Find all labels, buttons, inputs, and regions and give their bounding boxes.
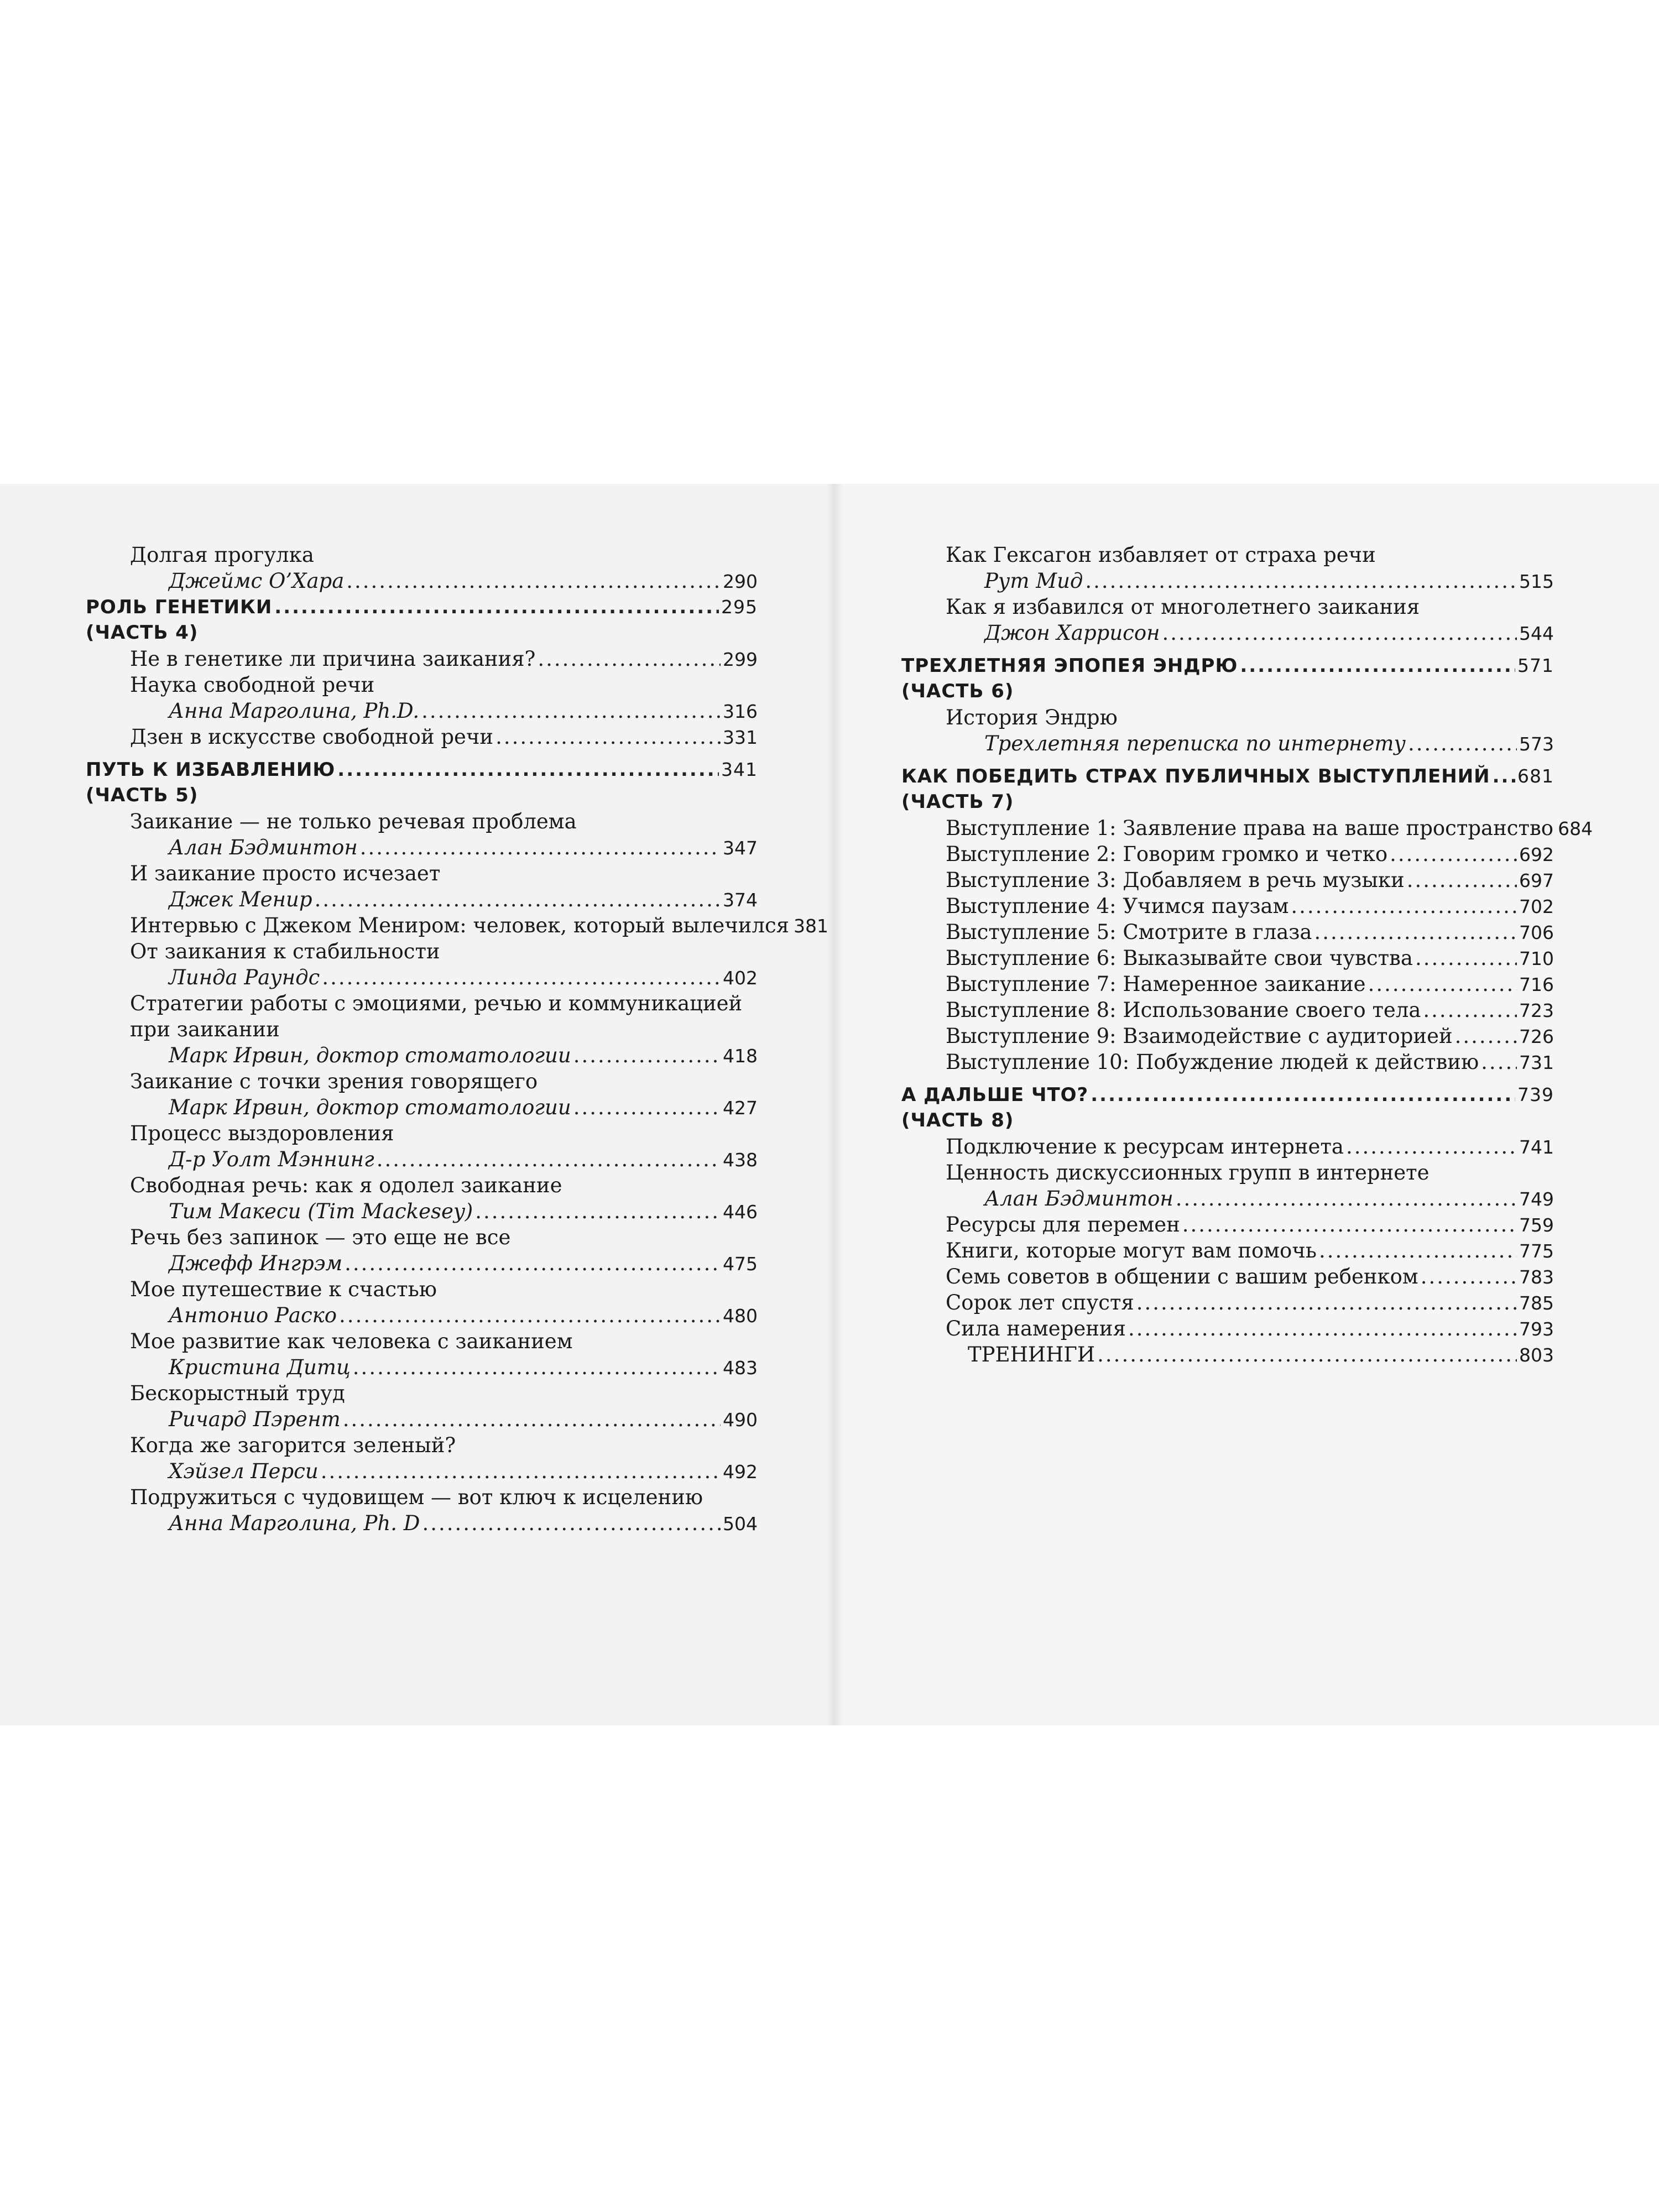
toc-author: [86, 886, 758, 912]
toc-entry: [901, 1290, 1554, 1316]
page-number: 341: [721, 759, 758, 780]
toc-text: Дзен в искусстве свободной речи: [130, 725, 494, 749]
toc-text: Ценность дискуссионных групп в интернете: [946, 1161, 1430, 1185]
toc-entry: [901, 815, 1593, 841]
toc-author: [86, 1198, 758, 1224]
page-number: 427: [723, 1097, 758, 1119]
toc-text: Семь советов в общении с вашим ребенком: [946, 1265, 1418, 1288]
toc-entry: [901, 1264, 1554, 1290]
dot-leader: [573, 1094, 721, 1120]
page-number: 374: [723, 889, 758, 911]
toc-author: [901, 568, 1554, 594]
toc-text: ПУТЬ К ИЗБАВЛЕНИЮ: [86, 759, 336, 781]
page-number: 381: [794, 915, 829, 937]
toc-entry: [901, 919, 1554, 945]
toc-left-column: [86, 542, 829, 1536]
page-number: 490: [723, 1409, 758, 1431]
toc-text: Анна Марголина, Ph. D: [169, 1511, 420, 1535]
toc-text: Ресурсы для перемен: [946, 1213, 1180, 1237]
toc-text: Подключение к ресурсам интернета: [946, 1135, 1344, 1159]
toc-text: Мое развитие как человека с заиканием: [130, 1329, 573, 1353]
dot-leader: [1240, 653, 1515, 679]
toc-text: Джек Менир: [169, 888, 312, 911]
toc-entry: [901, 594, 1554, 620]
dot-leader: [1314, 919, 1517, 945]
toc-text: (ЧАСТЬ 7): [901, 791, 1014, 813]
dot-leader: [1481, 1049, 1517, 1075]
dot-leader: [1128, 1316, 1517, 1342]
toc-text: Выступление 6: Выказывайте свои чувства: [946, 946, 1413, 970]
part-heading: [86, 620, 758, 646]
toc-text: Сорок лет спустя: [946, 1291, 1134, 1314]
toc-entry: [901, 945, 1554, 971]
page-number: 785: [1519, 1292, 1554, 1314]
page-number: 702: [1519, 896, 1554, 917]
dot-leader: [353, 1354, 721, 1380]
toc-text: Алан Бэдминтон: [169, 836, 358, 859]
dot-leader: [337, 757, 719, 783]
part-heading: [901, 679, 1554, 705]
toc-text: (ЧАСТЬ 6): [901, 680, 1014, 702]
dot-leader: [1136, 1290, 1517, 1316]
toc-entry: [901, 705, 1554, 731]
page-number: 347: [723, 837, 758, 859]
toc-text: КАК ПОБЕДИТЬ СТРАХ ПУБЛИЧНЫХ ВЫСТУПЛЕНИЙ: [901, 765, 1490, 787]
toc-entry: [901, 841, 1554, 867]
toc-entry: [901, 997, 1554, 1023]
dot-leader: [1415, 945, 1517, 971]
page-number: 710: [1519, 948, 1554, 969]
toc-text: Речь без запинок — это еще не все: [130, 1225, 511, 1249]
page-number: 793: [1519, 1318, 1554, 1340]
toc-author: [86, 1406, 758, 1432]
toc-author: [86, 1302, 758, 1328]
toc-author: [86, 1250, 758, 1276]
toc-author: [86, 1510, 758, 1536]
page-number: 803: [1519, 1344, 1554, 1366]
dot-leader: [1407, 867, 1517, 893]
dot-leader: [1368, 971, 1517, 997]
toc-entry: [86, 1328, 758, 1354]
toc-entry: [86, 990, 758, 1016]
toc-entry: [901, 1023, 1554, 1049]
toc-text: Тим Макеси (Tim Mackesey): [169, 1199, 473, 1223]
page-number: 697: [1519, 870, 1554, 891]
part-heading: [901, 789, 1554, 815]
toc-text: Как Гексагон избавляет от страха речи: [946, 543, 1376, 567]
page-number: 299: [723, 649, 758, 670]
part-heading: [86, 594, 758, 620]
toc-text: Джеймс О’Хара: [169, 569, 345, 593]
page-number: 446: [723, 1201, 758, 1223]
toc-text: Ричард Пэрент: [169, 1407, 341, 1431]
toc-text: Выступление 4: Учимся паузам: [946, 894, 1289, 918]
toc-text: (ЧАСТЬ 5): [86, 784, 199, 806]
toc-text: Выступление 3: Добавляем в речь музыки: [946, 868, 1405, 892]
toc-text: Не в генетике ли причина заикания?: [130, 647, 536, 671]
toc-text: А ДАЛЬШЕ ЧТО?: [901, 1084, 1089, 1106]
page-number: 504: [723, 1513, 758, 1535]
toc-text: Джон Харрисон: [984, 621, 1160, 645]
toc-text: Бескорыстный труд: [130, 1381, 345, 1405]
part-heading: [86, 757, 758, 782]
page-number: 723: [1519, 1000, 1554, 1021]
toc-text: (ЧАСТЬ 4): [86, 622, 199, 644]
page-number: 783: [1519, 1266, 1554, 1288]
toc-text: Выступление 5: Смотрите в глаза: [946, 920, 1312, 944]
toc-entry: [901, 1316, 1554, 1342]
toc-entry: [901, 971, 1554, 997]
toc-text: Процесс выздоровления: [130, 1121, 394, 1145]
page-number: 438: [723, 1149, 758, 1171]
dot-leader: [1182, 1212, 1517, 1238]
toc-text: Выступление 2: Говорим громко и четко: [946, 842, 1388, 866]
toc-text: Антонио Раско: [169, 1303, 337, 1327]
page-number: 716: [1519, 974, 1554, 995]
toc-text: История Эндрю: [946, 706, 1118, 729]
dot-leader: [1346, 1134, 1517, 1160]
toc-author: [86, 834, 758, 860]
toc-text: Линда Раундс: [169, 966, 320, 989]
toc-author: [86, 1458, 758, 1484]
toc-text: ТРЕХЛЕТНЯЯ ЭПОПЕЯ ЭНДРЮ: [901, 655, 1238, 677]
toc-entry: [86, 1120, 758, 1146]
toc-text: Рут Мид: [984, 569, 1083, 593]
part-heading: [901, 763, 1554, 789]
page-number: 480: [723, 1305, 758, 1327]
page-number: 290: [723, 571, 758, 592]
page-number: 402: [723, 967, 758, 989]
toc-text: Когда же загорится зеленый?: [130, 1433, 456, 1457]
toc-text: Интервью с Джеком Мениром: человек, который вылечился: [130, 914, 790, 937]
toc-text: Выступление 1: Заявление права на ваше пространство: [946, 816, 1554, 840]
dot-leader: [1162, 620, 1517, 646]
dot-leader: [1319, 1238, 1517, 1264]
toc-entry: [901, 1134, 1554, 1160]
page-number: 475: [723, 1253, 758, 1275]
dot-leader: [339, 1302, 721, 1328]
toc-text: Выступление 9: Взаимодействие с аудиторией: [946, 1024, 1453, 1048]
toc-text: Джефф Ингрэм: [169, 1251, 343, 1275]
dot-leader: [360, 834, 721, 860]
part-heading: [901, 1108, 1554, 1134]
toc-text: Трехлетняя переписка по интернету: [984, 732, 1406, 755]
toc-entry: [86, 912, 829, 938]
toc-text: Алан Бэдминтон: [984, 1187, 1173, 1211]
page-number: 706: [1519, 922, 1554, 943]
toc-text: Д-р Уолт Мэннинг: [169, 1147, 374, 1171]
dot-leader: [422, 1510, 721, 1536]
dot-leader: [274, 594, 719, 620]
page-number: 741: [1519, 1136, 1554, 1158]
toc-entry: [86, 724, 758, 750]
dot-leader: [1291, 893, 1517, 919]
toc-entry: [86, 808, 758, 834]
toc-entry: [901, 1160, 1554, 1186]
dot-leader: [1421, 1264, 1517, 1290]
toc-author: [86, 1094, 758, 1120]
dot-leader: [1390, 841, 1517, 867]
toc-text: Книги, которые могут вам помочь: [946, 1239, 1317, 1262]
toc-text: Выступление 10: Побуждение людей к действию: [946, 1050, 1479, 1074]
toc-entry: [86, 1224, 758, 1250]
toc-entry: [86, 1432, 758, 1458]
page-number: 684: [1558, 818, 1593, 839]
toc-author: [86, 1146, 758, 1172]
page-number: 492: [723, 1461, 758, 1483]
toc-author: [86, 698, 758, 724]
dot-leader: [421, 698, 721, 724]
dot-leader: [538, 646, 721, 672]
toc-entry: [901, 1212, 1554, 1238]
page-number: 749: [1519, 1188, 1554, 1210]
toc-text: Сила намерения: [946, 1317, 1126, 1340]
part-heading: [86, 782, 758, 808]
part-heading: [901, 1082, 1554, 1108]
dot-leader: [343, 1406, 721, 1432]
toc-author: [86, 964, 758, 990]
toc-entry: [86, 938, 758, 964]
page-number: 515: [1519, 571, 1554, 592]
toc-entry: [901, 1238, 1554, 1264]
page-number: 731: [1519, 1052, 1554, 1073]
toc-author: [901, 620, 1554, 646]
toc-entry: [901, 542, 1554, 568]
dot-leader: [1176, 1186, 1517, 1212]
page-number: 418: [723, 1045, 758, 1067]
dot-leader: [475, 1198, 721, 1224]
toc-author: [86, 1354, 758, 1380]
toc-text: Марк Ирвин, доктор стоматологии: [169, 1095, 571, 1119]
toc-text: Наука свободной речи: [130, 673, 375, 697]
book-gutter: [827, 484, 843, 1725]
page-number: 295: [721, 596, 758, 618]
toc-text: Как я избавился от многолетнего заикания: [946, 595, 1420, 619]
toc-entry: [86, 672, 758, 698]
dot-leader: [1085, 568, 1517, 594]
toc-text: Анна Марголина, Ph.D.: [169, 699, 420, 723]
page-number: 726: [1519, 1026, 1554, 1047]
toc-text: ТРЕНИНГИ: [968, 1343, 1095, 1366]
dot-leader: [315, 886, 721, 912]
page-number: 571: [1517, 655, 1554, 676]
page-number: 739: [1517, 1084, 1554, 1105]
toc-entry: [86, 860, 758, 886]
toc-text: Выступление 7: Намеренное заикание: [946, 972, 1366, 996]
toc-entry: [86, 646, 758, 672]
toc-author: [901, 1186, 1554, 1212]
toc-text: Свободная речь: как я одолел заикание: [130, 1173, 562, 1197]
toc-text: Марк Ирвин, доктор стоматологии: [169, 1044, 571, 1067]
toc-text: Заикание — не только речевая проблема: [130, 810, 577, 833]
toc-author: [86, 568, 758, 594]
dot-leader: [1097, 1342, 1517, 1368]
toc-entry: [86, 1380, 758, 1406]
page-number: 759: [1519, 1214, 1554, 1236]
dot-leader: [377, 1146, 721, 1172]
toc-text: Мое путешествие к счастью: [130, 1277, 437, 1301]
page-number: 692: [1519, 844, 1554, 865]
toc-text: От заикания к стабильности: [130, 940, 440, 963]
toc-text: Выступление 8: Использование своего тела: [946, 998, 1421, 1022]
toc-entry: [901, 1342, 1554, 1368]
dot-leader: [1408, 731, 1517, 757]
page-number: 331: [723, 727, 758, 748]
toc-entry: [86, 542, 758, 568]
dot-leader: [573, 1042, 721, 1068]
toc-entry: [86, 1484, 758, 1510]
page-number: 573: [1519, 733, 1554, 755]
toc-author: [86, 1042, 758, 1068]
toc-entry: [901, 867, 1554, 893]
dot-leader: [1493, 764, 1515, 790]
toc-text: Долгая прогулка: [130, 543, 314, 567]
toc-text: Стратегии работы с эмоциями, речью и коммуникацией: [130, 992, 743, 1015]
toc-text: Кристина Дитц: [169, 1355, 351, 1379]
toc-entry: [86, 1172, 758, 1198]
toc-text: Заикание с точки зрения говорящего: [130, 1070, 538, 1093]
toc-entry: [86, 1276, 758, 1302]
page-number: 316: [723, 701, 758, 722]
dot-leader: [1091, 1082, 1515, 1108]
part-heading: [901, 653, 1554, 679]
toc-text: РОЛЬ ГЕНЕТИКИ: [86, 596, 273, 618]
toc-author: [901, 731, 1554, 757]
toc-entry: [901, 893, 1554, 919]
toc-text: Хэйзел Перси: [169, 1459, 319, 1483]
dot-leader: [322, 964, 721, 990]
dot-leader: [495, 724, 721, 750]
page-number: 483: [723, 1357, 758, 1379]
toc-entry: [86, 1068, 758, 1094]
dot-leader: [1423, 997, 1517, 1023]
page-number: 544: [1519, 623, 1554, 644]
toc-entry: [86, 1016, 758, 1042]
toc-right-column: [901, 542, 1593, 1368]
dot-leader: [321, 1458, 721, 1484]
dot-leader: [345, 1250, 721, 1276]
toc-text: при заикании: [130, 1018, 280, 1041]
dot-leader: [1455, 1023, 1517, 1049]
page-number: 681: [1517, 765, 1554, 787]
toc-text: И заикание просто исчезает: [130, 862, 441, 885]
toc-text: Подружиться с чудовищем — вот ключ к исцелению: [130, 1485, 703, 1509]
toc-text: (ЧАСТЬ 8): [901, 1109, 1014, 1131]
dot-leader: [346, 568, 721, 594]
toc-entry: [901, 1049, 1554, 1075]
page-number: 775: [1519, 1240, 1554, 1262]
